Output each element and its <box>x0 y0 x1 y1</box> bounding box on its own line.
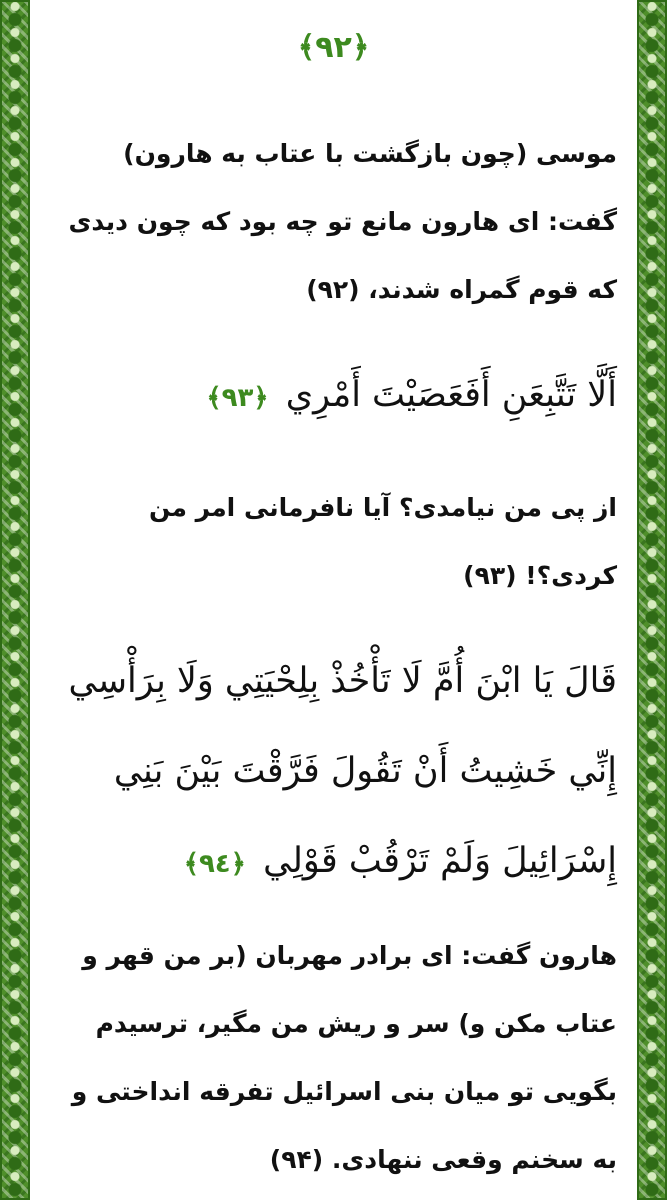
verse-93 <box>50 350 617 443</box>
verse-number-93: ﴿٩٣﴾ <box>206 383 269 413</box>
verse-94 <box>50 636 617 909</box>
translation-92-text: موسی (چون بازگشت با عتاب به هارون) گفت: ای هارون مانع تو چه بود که چون دیدی که قوم گمراه شدند، (۹۲) <box>68 139 617 304</box>
top-verse-marker <box>50 30 617 65</box>
translation-94 <box>50 922 617 1194</box>
verse-93-text: أَلَّا تَتَّبِعَنِ أَفَعَصَيْتَ أَمْرِي <box>285 375 617 415</box>
translation-92 <box>50 120 617 324</box>
verse-94-text: قَالَ يَا ابْنَ أُمَّ لَا تَأْخُذْ بِلِحْيَتِي وَلَا بِرَأْسِي إِنِّي خَشِيتُ أَنْ تَقُولَ فَرَّقْتَ بَيْنَ بَنِي إِسْرَائِيلَ وَلَمْ تَرْقُبْ قَوْلِي <box>68 661 617 881</box>
translation-93 <box>50 474 617 610</box>
translation-93-text: از پی من نیامدی؟ آیا نافرمانی امر من کردی؟! (۹۳) <box>148 493 617 590</box>
verse-number-92: ﴿٩٢﴾ <box>297 30 370 65</box>
left-ornamental-border <box>0 0 30 1200</box>
page-content <box>50 0 617 1200</box>
right-ornamental-border <box>637 0 667 1200</box>
translation-94-text: هارون گفت: ای برادر مهربان (بر من قهر و عتاب مکن و) سر و ریش من مگیر، ترسیدم بگویی تو میان بنی اسرائیل تفرقه انداختی و به سخنم وقعی ننهادی. (۹۴) <box>71 941 617 1174</box>
verse-number-94: ﴿٩٤﴾ <box>183 849 246 879</box>
